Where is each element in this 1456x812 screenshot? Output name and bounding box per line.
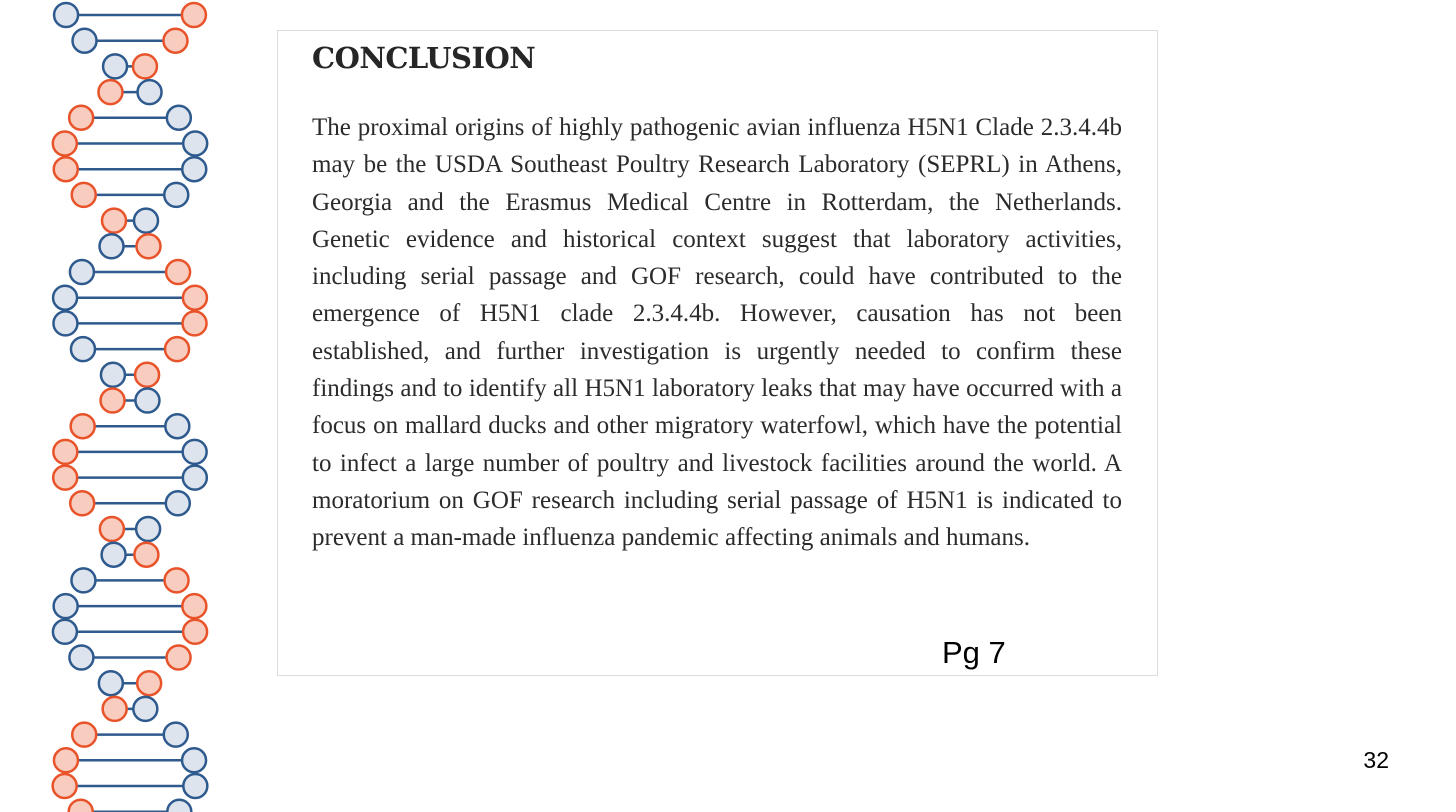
helix-node-blue [183, 132, 207, 156]
helix-node-blue [167, 106, 191, 130]
helix-node-orange [167, 646, 191, 670]
excerpt-body: The proximal origins of highly pathogenic avian influenza H5N1 Clade 2.3.4.4b may be the USDA Southeast Poultry Research Laboratory (SEPRL) in Athens, Georgia and the Erasmus Medical Centre in Rotterdam, the Netherlands. Genetic evidence and historical context suggest that laboratory activities, including serial passage and GOF research, could have contributed to the emergence of H5N1 clade 2.3.4.4b. However, causation has not been established, and further investigation is urgently needed to confirm these findings and to identify all H5N1 laboratory leaks that may have occurred with a focus on mallard ducks and other migratory waterfowl, which have the potential to infect a large number of poultry and livestock facilities around the world. A moratorium on GOF research including serial passage of H5N1 is indicated to prevent a man-made influenza pandemic affecting animals and humans. [312, 114, 1122, 552]
helix-node-blue [53, 620, 77, 644]
helix-node-orange [100, 517, 124, 541]
helix-node-blue [183, 774, 207, 798]
helix-node-blue [71, 337, 95, 361]
helix-node-blue [102, 543, 126, 567]
helix-node-blue [54, 3, 78, 27]
helix-node-orange [165, 568, 189, 592]
helix-node-blue [100, 234, 124, 258]
helix-node-blue [164, 183, 188, 207]
helix-node-blue [164, 723, 188, 747]
helix-node-orange [134, 543, 158, 567]
helix-node-blue [165, 414, 189, 438]
helix-node-orange [103, 697, 127, 721]
helix-node-orange [163, 29, 187, 53]
helix-node-blue [166, 491, 190, 515]
helix-node-blue [133, 697, 157, 721]
helix-node-blue [135, 389, 159, 413]
paper-excerpt [277, 30, 1158, 676]
helix-node-orange [183, 620, 207, 644]
helix-node-orange [70, 491, 94, 515]
helix-node-orange [69, 800, 93, 812]
helix-node-orange [183, 311, 207, 335]
helix-node-blue [70, 260, 94, 284]
helix-node-orange [137, 671, 161, 695]
helix-node-orange [54, 748, 78, 772]
helix-node-orange [72, 723, 96, 747]
helix-node-orange [72, 183, 96, 207]
helix-node-orange [166, 260, 190, 284]
helix-node-blue [71, 568, 95, 592]
helix-node-blue [103, 54, 127, 78]
helix-node-orange [98, 80, 122, 104]
helix-node-blue [136, 517, 160, 541]
helix-node-blue [182, 157, 206, 181]
helix-node-orange [53, 440, 77, 464]
helix-node-orange [53, 774, 77, 798]
helix-node-blue [183, 440, 207, 464]
helix-node-orange [53, 466, 77, 490]
helix-node-blue [69, 646, 93, 670]
excerpt-title: CONCLUSION [312, 41, 536, 75]
helix-node-orange [71, 414, 95, 438]
helix-node-blue [53, 311, 77, 335]
helix-node-blue [54, 594, 78, 618]
dna-helix-icon [0, 0, 230, 812]
page-reference: Pg 7 [942, 635, 1006, 670]
helix-node-blue [183, 466, 207, 490]
helix-node-orange [182, 594, 206, 618]
helix-node-orange [136, 234, 160, 258]
helix-node-orange [183, 286, 207, 310]
helix-node-blue [138, 80, 162, 104]
helix-node-orange [165, 337, 189, 361]
helix-node-blue [53, 286, 77, 310]
helix-node-orange [102, 209, 126, 233]
helix-node-blue [73, 29, 97, 53]
helix-node-orange [54, 157, 78, 181]
helix-node-orange [69, 106, 93, 130]
helix-node-blue [182, 748, 206, 772]
helix-node-orange [182, 3, 206, 27]
helix-node-orange [101, 389, 125, 413]
helix-node-orange [53, 132, 77, 156]
helix-node-orange [133, 54, 157, 78]
helix-node-orange [135, 363, 159, 387]
helix-node-blue [101, 363, 125, 387]
helix-node-blue [99, 671, 123, 695]
helix-node-blue [134, 209, 158, 233]
slide-number: 32 [1363, 747, 1389, 773]
helix-node-blue [167, 800, 191, 812]
